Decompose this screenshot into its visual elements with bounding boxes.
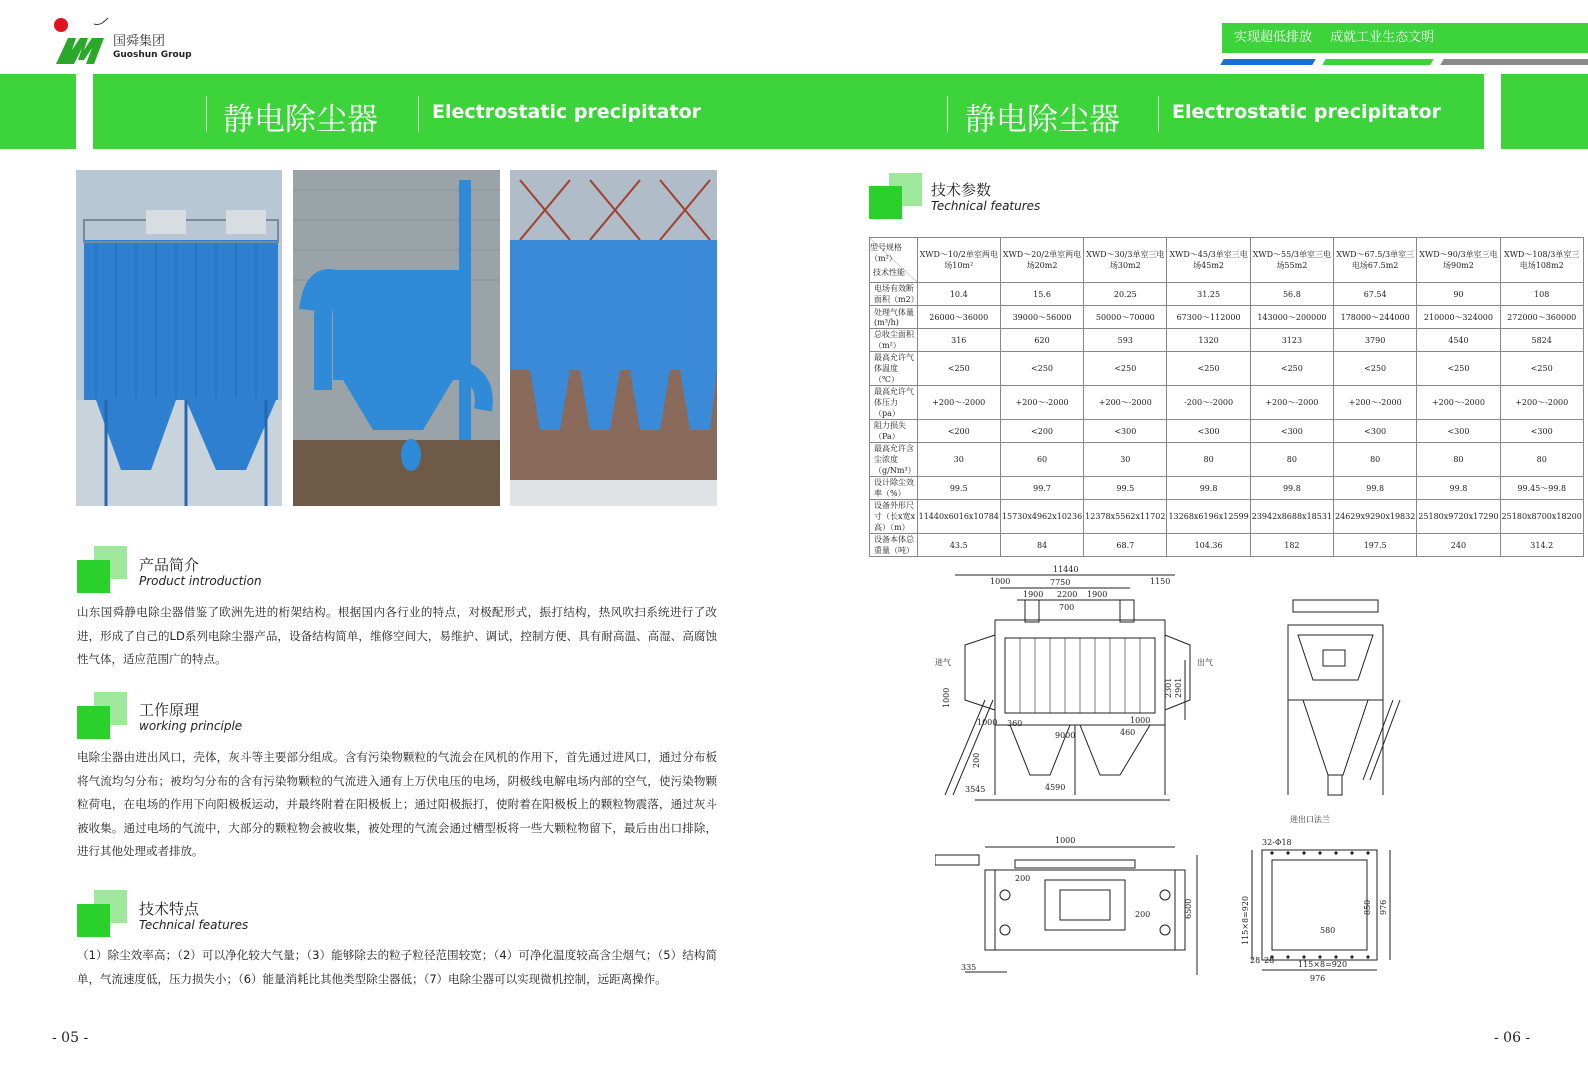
table-cell: 182 — [1250, 534, 1333, 557]
dim-label: 2200 — [1057, 590, 1078, 599]
product-photo-1 — [76, 170, 282, 506]
dim-label: 4590 — [1045, 783, 1066, 792]
table-cell: 56.8 — [1250, 283, 1333, 306]
table-cell: <250 — [1167, 352, 1250, 386]
section-title-params-en: Technical features — [931, 199, 1041, 213]
table-cell: +200～-2000 — [1084, 386, 1167, 420]
table-header-model: XWD～67.5/3单室三电场67.5m2 — [1334, 238, 1417, 283]
table-cell: 620 — [1000, 329, 1083, 352]
spec-table-body — [870, 283, 1584, 557]
table-cell: 99.8 — [1334, 477, 1417, 500]
dim-label: 7750 — [1050, 578, 1071, 587]
table-cell: 30 — [917, 443, 1000, 477]
page-title-en: Electrostatic precipitator — [432, 101, 701, 123]
flange-label: 进出口法兰 — [1290, 815, 1330, 824]
section-title-intro-cn: 产品简介 — [139, 556, 200, 574]
logo-mark-icon — [50, 14, 120, 74]
dim-label: 360 — [1007, 719, 1023, 728]
table-cell: <250 — [1334, 352, 1417, 386]
table-row-label: 设备本体总重量（吨） — [870, 534, 918, 557]
table-cell: <250 — [1500, 352, 1583, 386]
table-cell: 31.25 — [1167, 283, 1250, 306]
table-cell: 1320 — [1167, 329, 1250, 352]
decor-stripe-gray — [1440, 59, 1588, 65]
band-gap — [1484, 74, 1501, 149]
section-marker — [869, 186, 902, 219]
table-row — [870, 477, 1584, 500]
slogan-banner — [1222, 23, 1588, 53]
dim-label: 335 — [961, 963, 977, 972]
side-view-drawing — [1268, 580, 1408, 830]
dim-label: 200 — [972, 752, 981, 768]
table-cell: <250 — [1084, 352, 1167, 386]
section-title-principle-en: working principle — [139, 719, 243, 733]
section-title-intro-en: Product introduction — [139, 574, 262, 588]
table-row — [870, 420, 1584, 443]
slogan-part-2: 成就工业生态文明 — [1330, 30, 1435, 45]
table-cell: 593 — [1084, 329, 1167, 352]
outlet-label: 出气 — [1197, 658, 1213, 667]
table-cell: -200～-2000 — [1167, 386, 1250, 420]
table-cell: <300 — [1417, 420, 1500, 443]
table-row-label: 设计除尘效率（%） — [870, 477, 918, 500]
page-number-left: - 05 - — [52, 1030, 89, 1046]
spec-table — [869, 237, 1584, 557]
table-cell: 13268x6196x12599 — [1167, 500, 1250, 534]
band-divider — [206, 96, 207, 132]
corner-label-top: 型号规格（m²） — [870, 243, 902, 263]
table-cell: <250 — [1000, 352, 1083, 386]
plan-view-drawing — [935, 835, 1225, 985]
dim-label: 2301 — [1164, 677, 1173, 698]
table-cell: 3790 — [1334, 329, 1417, 352]
table-cell: 68.7 — [1084, 534, 1167, 557]
band-divider — [418, 96, 419, 132]
flange-drawing — [1240, 835, 1410, 985]
table-header-model: XWD～55/3单室三电场55m2 — [1250, 238, 1333, 283]
dim-label: 9000 — [1055, 731, 1076, 740]
table-row — [870, 352, 1584, 386]
table-row — [870, 329, 1584, 352]
table-cell: 15.6 — [1000, 283, 1083, 306]
dim-label: 1000 — [977, 718, 998, 727]
table-cell: 210000～324000 — [1417, 306, 1500, 329]
page-title-en-right: Electrostatic precipitator — [1172, 101, 1441, 123]
table-cell: +200～-2000 — [1000, 386, 1083, 420]
table-cell: <300 — [1167, 420, 1250, 443]
table-cell: 240 — [1417, 534, 1500, 557]
table-row-label: 最高允许气体压力（pa） — [870, 386, 918, 420]
table-header-model: XWD～10/2单室两电场10m² — [917, 238, 1000, 283]
table-row-label: 阻力损失（Pa） — [870, 420, 918, 443]
table-cell: 20.25 — [1084, 283, 1167, 306]
section-title-principle-cn: 工作原理 — [139, 701, 200, 719]
logo-text-cn: 国舜集团 — [113, 34, 166, 49]
product-photo-3 — [510, 170, 717, 506]
table-cell: <300 — [1500, 420, 1583, 443]
table-cell: +200～-2000 — [917, 386, 1000, 420]
table-cell: <300 — [1084, 420, 1167, 443]
dim-label: 28 — [1264, 956, 1275, 965]
dim-label: 1000 — [990, 577, 1011, 586]
table-cell: 50000～70000 — [1084, 306, 1167, 329]
table-row-label: 最高允许气体温度（℃） — [870, 352, 918, 386]
table-cell: 80 — [1500, 443, 1583, 477]
dim-label: 1000 — [1055, 836, 1076, 845]
table-cell: 30 — [1084, 443, 1167, 477]
inlet-label: 进气 — [935, 658, 951, 667]
dim-label: 115×8=920 — [1298, 960, 1348, 969]
table-cell: 197.5 — [1334, 534, 1417, 557]
decor-stripe-green — [1322, 59, 1433, 65]
table-cell: 90 — [1417, 283, 1500, 306]
table-cell: +200～-2000 — [1417, 386, 1500, 420]
table-header-model: XWD～90/3单室三电场90m2 — [1417, 238, 1500, 283]
table-cell: 99.8 — [1417, 477, 1500, 500]
section-title-params-cn: 技术参数 — [931, 181, 992, 199]
dim-label: 11440 — [1053, 565, 1079, 574]
intro-paragraph: 山东国舜静电除尘器借鉴了欧洲先进的桁架结构。根据国内各行业的特点，对极配形式，振打结构，热风吹扫系统进行了改进，形成了自己的LD系列电除尘器产品，设备结构简单，维修空间大，易维护、调试，控制方便、具有耐高温、高湿、高腐蚀性气体，适应范围广的特点。 — [77, 605, 717, 666]
table-cell: 104.36 — [1167, 534, 1250, 557]
table-cell: 99.7 — [1000, 477, 1083, 500]
table-header-model: XWD～30/3单室三电场30m2 — [1084, 238, 1167, 283]
dim-label: 2901 — [1174, 677, 1183, 698]
table-cell: 15730x4962x10236 — [1000, 500, 1083, 534]
features-paragraph: （1）除尘效率高；（2）可以净化较大气量；（3）能够除去的粒子粒径范围较宽；（4）可净化温度较高含尘烟气；（5）结构简单，气流速度低，压力损失小；（6）能量消耗比其他类型除尘器低；（7）电除尘器可以实现微机控制，远距离操作。 — [77, 948, 717, 986]
table-cell: 25180x8700x18200 — [1500, 500, 1583, 534]
table-header-model: XWD～20/2单室两电场20m2 — [1000, 238, 1083, 283]
table-cell: 272000～360000 — [1500, 306, 1583, 329]
table-row-label: 电场有效断面积（m2） — [870, 283, 918, 306]
table-cell: 26000～36000 — [917, 306, 1000, 329]
table-cell: 99.5 — [1084, 477, 1167, 500]
table-cell: 80 — [1167, 443, 1250, 477]
dim-label: 3545 — [965, 785, 986, 794]
table-cell: 143000～200000 — [1250, 306, 1333, 329]
dim-label: 1000 — [1130, 716, 1151, 725]
band-gap — [76, 74, 93, 149]
table-cell: <250 — [917, 352, 1000, 386]
dim-label: 580 — [1320, 926, 1336, 935]
section-marker — [77, 904, 110, 937]
table-cell: <200 — [917, 420, 1000, 443]
dim-label: 115×8=920 — [1241, 895, 1250, 945]
table-cell: 99.8 — [1250, 477, 1333, 500]
table-cell: 43.5 — [917, 534, 1000, 557]
table-cell: 80 — [1417, 443, 1500, 477]
decor-stripe-blue — [1220, 59, 1315, 65]
table-cell: <300 — [1334, 420, 1417, 443]
table-cell: 99.8 — [1167, 477, 1250, 500]
table-cell: 67.54 — [1334, 283, 1417, 306]
table-cell: 25180x9720x17290 — [1417, 500, 1500, 534]
slogan-part-1: 实现超低排放 — [1234, 30, 1313, 45]
section-marker — [77, 706, 110, 739]
dim-label: 976 — [1310, 974, 1326, 983]
table-row — [870, 443, 1584, 477]
page-number-right: - 06 - — [1494, 1030, 1531, 1046]
dim-label: 1900 — [1087, 590, 1108, 599]
table-row-label: 设备外形尺寸（长x宽x高）（m） — [870, 500, 918, 534]
table-row — [870, 386, 1584, 420]
dim-label: 28 — [1250, 956, 1261, 965]
table-cell: +200～-2000 — [1334, 386, 1417, 420]
table-row-label: 最高允许含尘浓度（g/Nm³） — [870, 443, 918, 477]
principle-paragraph: 电除尘器由进出风口，壳体，灰斗等主要部分组成。含有污染物颗粒的气流会在风机的作用下，首先通过进风口，通过分布板将气流均匀分布；被均匀分布的含有污染物颗粒的气流进入通有上万伏电压的电场，阴极线电解电场内部的空气，使污染物颗粒荷电，在电场的作用下向阳极板运动，并最终附着在阳极板上；通过阳极振打，使附着在阳极板上的颗粒物震落，通过灰斗被收集。通过电场的气流中，大部分的颗粒物会被收集，被处理的气流会通过槽型板将一些大颗粒物留下，最后由出口排除，进行其他处理或者排放。 — [77, 750, 717, 858]
table-cell: 99.45～99.8 — [1500, 477, 1583, 500]
table-cell: 4540 — [1417, 329, 1500, 352]
table-header-row — [870, 238, 1584, 283]
dim-label: 460 — [1120, 728, 1136, 737]
table-row-label: 总收尘面积（m²） — [870, 329, 918, 352]
table-cell: 178000～244000 — [1334, 306, 1417, 329]
table-cell: 5824 — [1500, 329, 1583, 352]
table-cell: 84 — [1000, 534, 1083, 557]
section-title-features-en: Technical features — [139, 918, 249, 932]
band-divider — [1158, 96, 1159, 132]
table-cell: <300 — [1250, 420, 1333, 443]
dim-label: 976 — [1379, 899, 1388, 915]
table-cell: 39000～56000 — [1000, 306, 1083, 329]
table-cell: 108 — [1500, 283, 1583, 306]
table-row — [870, 500, 1584, 534]
dim-label: 200 — [1015, 874, 1031, 883]
table-row — [870, 306, 1584, 329]
logo-text-en: Guoshun Group — [113, 50, 192, 60]
table-cell: 316 — [917, 329, 1000, 352]
corner-label-bottom: 技术性能 — [873, 268, 905, 277]
table-row — [870, 534, 1584, 557]
dim-label: 1150 — [1150, 577, 1171, 586]
page-title-cn-right: 静电除尘器 — [965, 102, 1120, 138]
table-row-label: 处理气体量(m³/h) — [870, 306, 918, 329]
table-header-model: XWD～108/3单室三电场108m2 — [1500, 238, 1583, 283]
table-cell: 60 — [1000, 443, 1083, 477]
dim-label: 850 — [1363, 899, 1372, 915]
table-cell: +200～-2000 — [1500, 386, 1583, 420]
table-cell: 24629x9290x19832 — [1334, 500, 1417, 534]
dim-label: 700 — [1059, 603, 1075, 612]
table-cell: <250 — [1250, 352, 1333, 386]
table-row — [870, 283, 1584, 306]
dim-label: 200 — [1135, 910, 1151, 919]
table-cell: <200 — [1000, 420, 1083, 443]
band-divider — [947, 96, 948, 132]
section-marker — [77, 560, 110, 593]
table-cell: 99.5 — [917, 477, 1000, 500]
table-corner-cell — [870, 238, 918, 283]
table-cell: <250 — [1417, 352, 1500, 386]
table-cell: +200～-2000 — [1250, 386, 1333, 420]
table-header-model: XWD～45/3单室三电场45m2 — [1167, 238, 1250, 283]
section-title-features-cn: 技术特点 — [139, 900, 200, 918]
dim-label: 1900 — [1023, 590, 1044, 599]
dim-label: 6500 — [1184, 898, 1193, 919]
table-cell: 10.4 — [917, 283, 1000, 306]
table-cell: 80 — [1250, 443, 1333, 477]
table-cell: 67300～112000 — [1167, 306, 1250, 329]
table-cell: 314.2 — [1500, 534, 1583, 557]
table-cell: 80 — [1334, 443, 1417, 477]
table-cell: 11440x6016x10784 — [917, 500, 1000, 534]
table-cell: 23942x8688x18531 — [1250, 500, 1333, 534]
page-title-cn: 静电除尘器 — [223, 102, 378, 138]
elevation-drawing — [935, 560, 1235, 815]
dim-label: 32-Φ18 — [1262, 838, 1292, 847]
product-photo-2 — [293, 170, 500, 506]
table-cell: 12378x5562x11702 — [1084, 500, 1167, 534]
table-cell: 3123 — [1250, 329, 1333, 352]
dim-label: 1000 — [942, 687, 951, 708]
